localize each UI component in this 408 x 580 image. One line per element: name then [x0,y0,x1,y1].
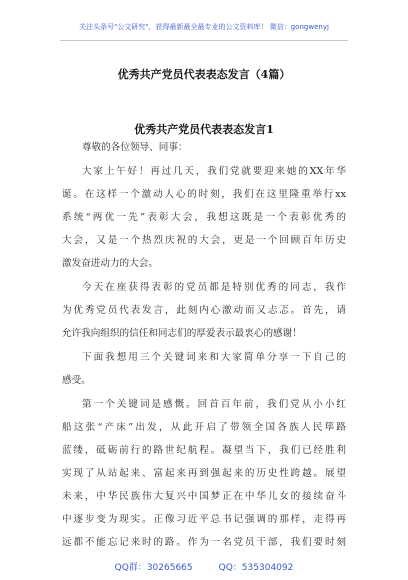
paragraph-line: 感受。 [62,375,91,386]
paragraph-line: 允许我向组织的信任和同志们的厚爱表示最衷心的感谢！ [62,328,302,339]
section-title: 优秀共产党员代表表态发言1 [134,123,274,136]
document-title: 优秀共产党员代表表态发言（4篇） [117,68,291,81]
footer-qq-number: QQ：535304092 [218,563,294,573]
paragraph-line: 大家上午好！再过几天，我们党就要迎来她的XX年华 [82,166,346,177]
paragraph-line: 中逐步变为现实。正像习近平总书记强调的那样，走得再 [62,514,346,525]
footer-contact [0,560,408,573]
paragraph-line: 诞。在这样一个激动人心的时刻，我们在这里隆重举行xx [62,189,346,200]
paragraph-line: 船这张“产床”出发，从此开启了带领全国各族人民筚路 [62,422,346,433]
footer-qq-group: QQ群：30265665 [114,563,193,573]
header-divider [60,40,348,41]
paragraph-line: 蓝缕，砥砺前行的路世纪航程。凝望当下，我们已经胜利 [62,445,346,456]
paragraph-line: 下面我想用三个关键词来和大家简单分享一下自己的 [82,352,346,363]
paragraph-line: 远都不能忘记来时的路。作为一名党员干部，我们要时刻 [62,537,346,548]
salutation-line: 尊敬的各位领导、同事： [82,142,188,153]
paragraph-line: 激发奋进动力的大会。 [62,258,158,269]
paragraph-line: 为优秀党员代表发言，此刻内心激动而又忐忑。首先，请 [62,305,346,316]
paragraph-line: 系统“两优一先”表彰大会，我想这既是一个表彰优秀的 [62,212,346,223]
header-promo-note: 关注头条号"公文研究"，获得最新最全最专业的公文资料库！ 微信：gongwenyj [79,23,329,31]
paragraph-line: 第一个关键词是感慨。回首百年前，我们党从小小红 [82,399,346,410]
paragraph-line: 大会，又是一个热烈庆祝的大会，更是一个回顾百年历史 [62,235,346,246]
paragraph-line: 实现了从站起来、富起来再到强起来的历史性跨越。展望 [62,468,346,479]
paragraph-line: 未来，中华民族伟大复兴中国梦正在中华儿女的接续奋斗 [62,491,346,502]
paragraph-line: 今天在座获得表彰的党员都是特别优秀的同志，我作 [82,282,346,293]
